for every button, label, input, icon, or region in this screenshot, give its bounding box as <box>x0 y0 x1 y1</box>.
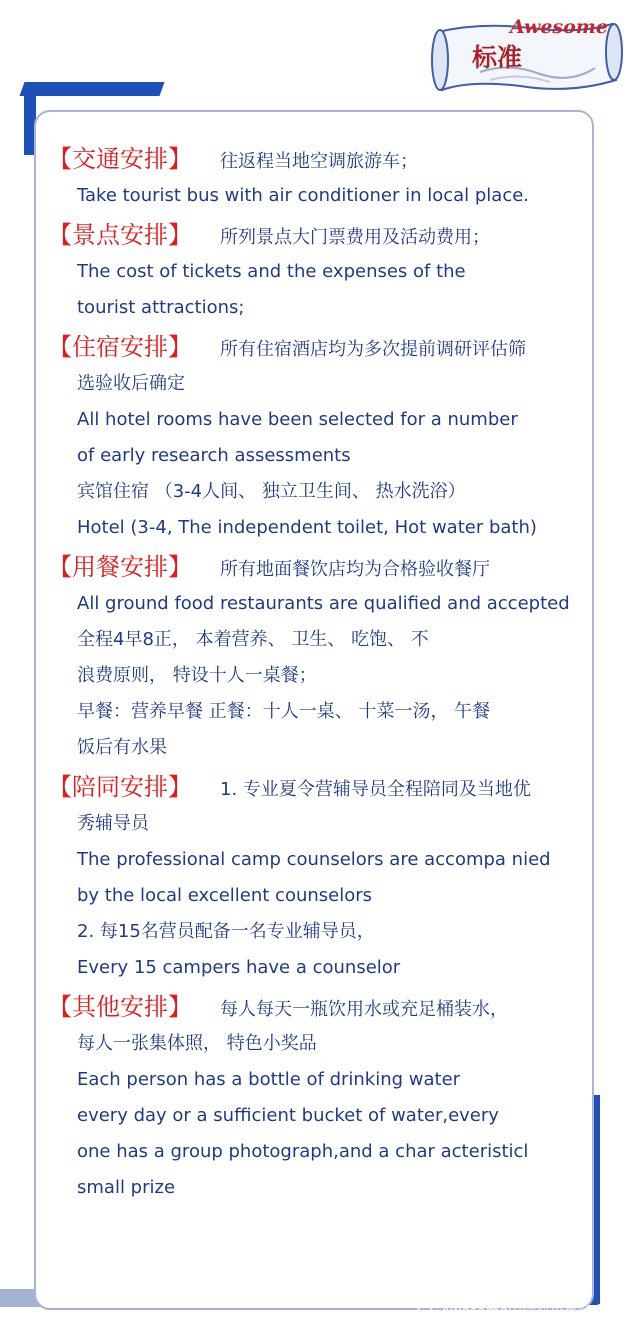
section-header <box>48 328 588 366</box>
section <box>48 328 588 548</box>
section-line: All ground food restaurants are qualified and accepted <box>77 593 570 614</box>
section-line: by the local excellent counselors <box>77 885 373 906</box>
section <box>48 140 588 216</box>
wechat-icon <box>417 1304 437 1320</box>
section-line: 浪费原则， 特设十人一桌餐； <box>77 665 317 686</box>
section-line: 每人一张集体照， 特色小奖品 <box>77 1033 317 1054</box>
section-header <box>48 548 588 586</box>
section-line: every day or a sufficient bucket of water,every <box>77 1105 499 1126</box>
section-line: one has a group photograph,and a char acteristicl <box>77 1141 529 1162</box>
section <box>48 216 588 328</box>
section-line: The professional camp counselors are accompa nied <box>77 849 551 870</box>
badge-title: 标准 <box>472 43 523 72</box>
section-title: 【用餐安排】 <box>48 553 192 581</box>
section-line: tourist attractions; <box>77 297 245 318</box>
section-desc: 每人每天一瓶饮用水或充足桶装水， <box>220 999 508 1020</box>
badge-brand: Awesome <box>510 16 608 38</box>
section-line: 全程4早8正， 本着营养、 卫生、 吃饱、 不 <box>77 629 429 650</box>
footer-watermark <box>417 1301 620 1321</box>
section-header <box>48 216 588 254</box>
section-line: 宾馆住宿 （3-4人间、 独立卫生间、 热水洗浴） <box>77 481 466 502</box>
section-line: Hotel (3-4, The independent toilet, Hot water bath) <box>77 517 537 538</box>
section-desc: 往返程当地空调旅游车； <box>220 151 418 172</box>
decor-bar-top <box>19 82 164 96</box>
section-desc: 所列景点大门票费用及活动费用； <box>220 227 490 248</box>
footer-text: Awesome国际双语夏冬令营 <box>440 1304 620 1320</box>
section-title: 【住宿安排】 <box>48 333 192 361</box>
section-line: 饭后有水果 <box>77 737 167 758</box>
section-desc: 所有住宿酒店均为多次提前调研评估筛 <box>220 339 526 360</box>
section-line: 早餐：营养早餐 正餐：十人一桌、 十菜一汤， 午餐 <box>77 701 491 722</box>
section <box>48 988 588 1208</box>
section-line: Take tourist bus with air conditioner in local place. <box>77 185 530 206</box>
section-header <box>48 768 588 806</box>
section-line: Each person has a bottle of drinking water <box>77 1069 461 1090</box>
section-title: 【陪同安排】 <box>48 773 192 801</box>
section-line: small prize <box>77 1177 176 1198</box>
section <box>48 548 588 768</box>
section-desc: 1. 专业夏令营辅导员全程陪同及当地优 <box>220 779 531 800</box>
section-line: The cost of tickets and the expenses of the <box>77 261 466 282</box>
section-line: 2. 每15名营员配备一名专业辅导员， <box>77 921 375 942</box>
section-line: Every 15 campers have a counselor <box>77 957 401 978</box>
section-title: 【景点安排】 <box>48 221 192 249</box>
section <box>48 768 588 988</box>
section-header <box>48 988 588 1026</box>
arrangement-list <box>48 140 588 1208</box>
section-title: 【交通安排】 <box>48 145 192 173</box>
section-desc: 所有地面餐饮店均为合格验收餐厅 <box>220 559 490 580</box>
section-header <box>48 140 588 178</box>
section-line: 秀辅导员 <box>77 813 149 834</box>
scroll-badge <box>420 2 630 102</box>
section-title: 【其他安排】 <box>48 993 192 1021</box>
section-line: of early research assessments <box>77 445 351 466</box>
section-line: 选验收后确定 <box>77 373 185 394</box>
section-line: All hotel rooms have been selected for a number <box>77 409 518 430</box>
